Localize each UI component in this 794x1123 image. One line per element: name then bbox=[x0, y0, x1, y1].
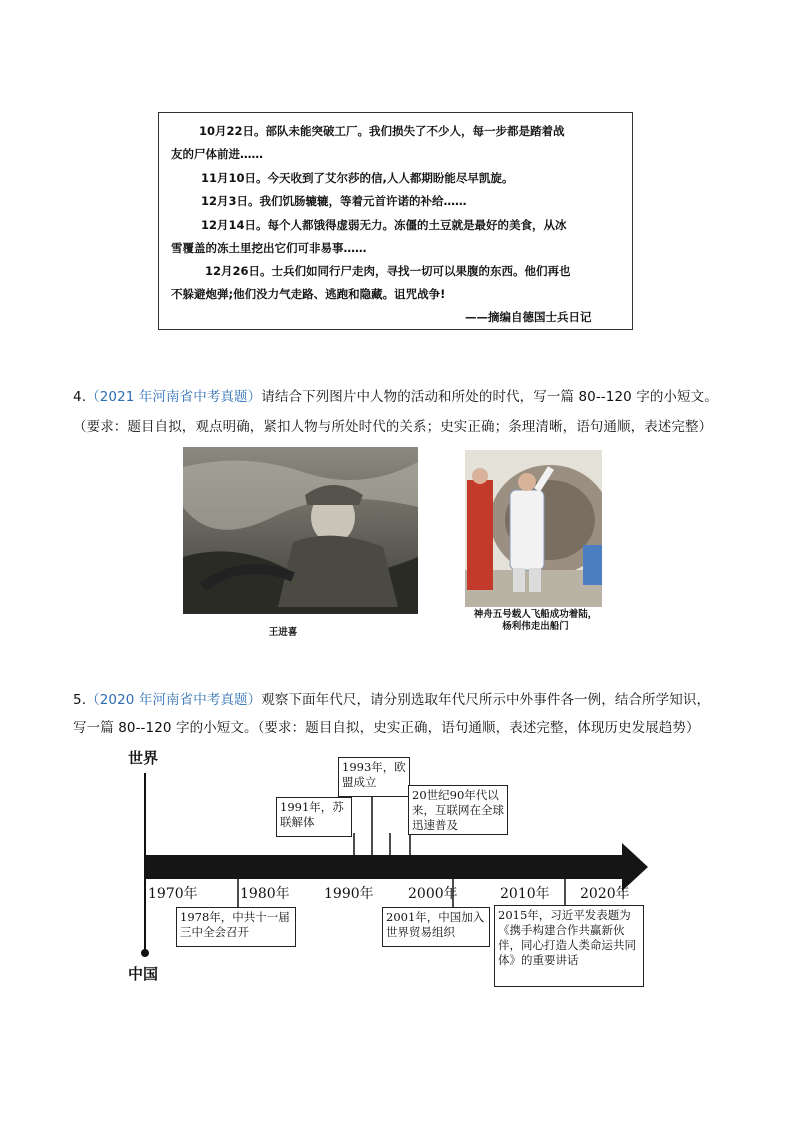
year-label: 1970年 bbox=[148, 886, 198, 902]
question-5-requirements: 写一篇 80--120 字的小短文。（要求：题目自拟，史实正确，语句通顺，表述完整，体现历史发展趋势） bbox=[73, 720, 700, 736]
diary-line: 12月3日。我们饥肠辘辘，等着元首许诺的补给…… bbox=[201, 194, 467, 208]
diary-line: 不躲避炮弹;他们没力气走路、逃跑和隐藏。诅咒战争! bbox=[171, 287, 446, 301]
label-world: 世界 bbox=[128, 749, 159, 767]
diary-line: 友的尸体前进…… bbox=[171, 147, 263, 161]
timeline-diagram bbox=[110, 745, 670, 995]
event-1978: 1978年，中共十一届三中全会召开 bbox=[176, 907, 296, 947]
year-label: 1980年 bbox=[240, 886, 290, 902]
caption-wang-jinxi: 王进喜 bbox=[268, 627, 298, 638]
diary-line: 12月14日。每个人都饿得虚弱无力。冻僵的土豆就是最好的美食，从冰 bbox=[201, 218, 567, 232]
year-label: 2000年 bbox=[408, 886, 458, 902]
diary-line: 10月22日。部队未能突破工厂。我们损失了不少人，每一步都是踏着战 bbox=[199, 124, 565, 138]
event-2015: 2015年，习近平发表题为《携手构建合作共赢新伙伴，同心打造人类命运共同体》的重要讲话 bbox=[494, 905, 644, 987]
question-number: 4. bbox=[73, 389, 87, 405]
diary-line: 11月10日。今天收到了艾尔莎的信,人人都期盼能尽早凯旋。 bbox=[201, 171, 514, 185]
event-2001: 2001年，中国加入世界贸易组织 bbox=[382, 907, 490, 947]
year-label: 1990年 bbox=[324, 886, 374, 902]
diary-line: 雪覆盖的冻土里挖出它们可非易事…… bbox=[171, 241, 367, 255]
photo-wang-jinxi bbox=[183, 447, 418, 614]
question-5-line bbox=[73, 688, 710, 708]
diary-source: ——摘编自德国士兵日记 bbox=[465, 310, 592, 324]
caption-yang-liwei bbox=[463, 609, 608, 633]
question-text: 观察下面年代尺，请分别选取年代尺所示中外事件各一例，结合所学知识， bbox=[261, 692, 711, 708]
event-1990s-internet: 20世纪90年代以来，互联网在全球迅速普及 bbox=[408, 785, 508, 835]
question-source: （2020 年河南省中考真题） bbox=[86, 692, 262, 708]
caption-line: 神舟五号载人飞船成功着陆， bbox=[473, 609, 598, 620]
year-label: 2010年 bbox=[500, 886, 550, 902]
event-1993: 1993年，欧盟成立 bbox=[338, 757, 410, 797]
caption-line: 杨利伟走出船门 bbox=[502, 621, 569, 632]
question-4-requirements: （要求：题目自拟，观点明确，紧扣人物与所处时代的关系；史实正确；条理清晰，语句通顺，表述完整） bbox=[73, 419, 713, 435]
year-label: 2020年 bbox=[580, 886, 630, 902]
photo-yang-liwei bbox=[465, 450, 602, 607]
event-1991: 1991年，苏联解体 bbox=[276, 797, 352, 837]
label-china: 中国 bbox=[128, 965, 159, 983]
diary-line: 12月26日。士兵们如同行尸走肉，寻找一切可以果腹的东西。他们再也 bbox=[205, 264, 571, 278]
question-4-line bbox=[73, 385, 718, 405]
question-number: 5. bbox=[73, 692, 87, 708]
question-text: 请结合下列图片中人物的活动和所处的时代，写一篇 80--120 字的小短文。 bbox=[261, 389, 718, 405]
diary-excerpt-box bbox=[158, 112, 633, 330]
question-source: （2021 年河南省中考真题） bbox=[86, 389, 262, 405]
